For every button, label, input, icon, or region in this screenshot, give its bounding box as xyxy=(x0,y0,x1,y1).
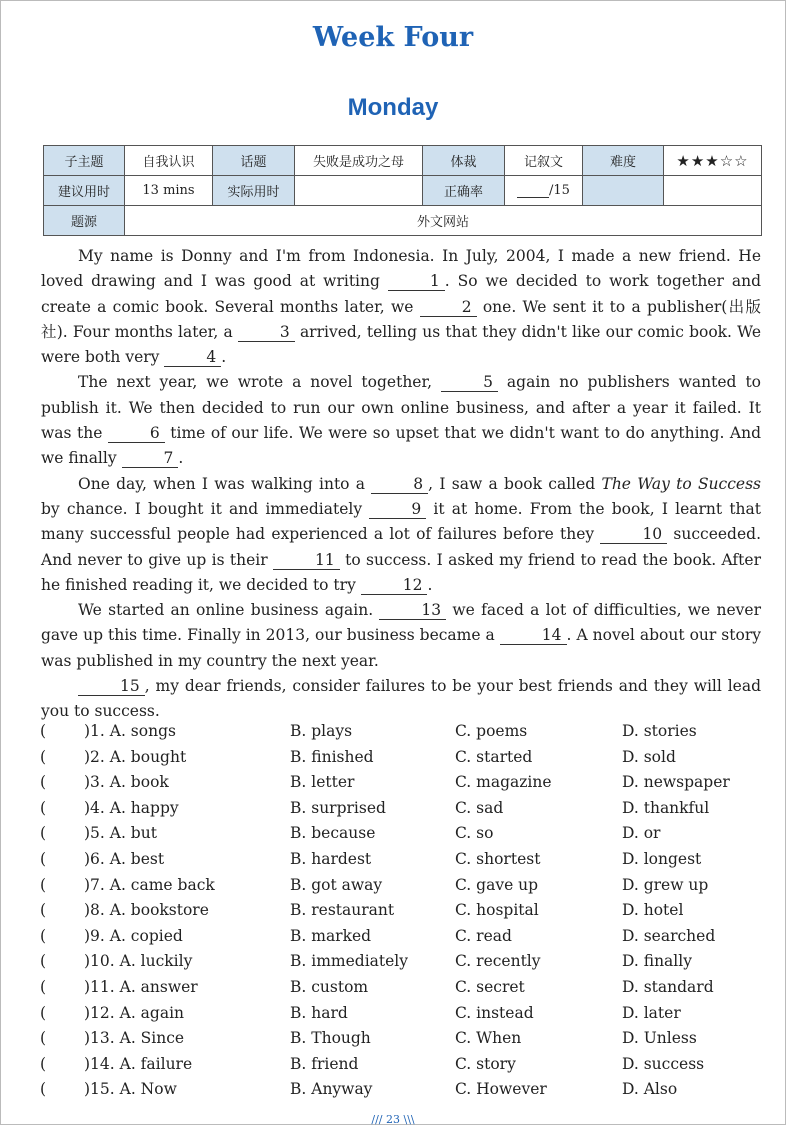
option-c[interactable]: C. story xyxy=(455,1054,516,1073)
paragraph-1 xyxy=(41,244,761,370)
info-row-time xyxy=(44,176,762,206)
question-row xyxy=(40,1080,770,1106)
paragraph-4 xyxy=(41,598,761,674)
option-c[interactable]: C. read xyxy=(455,926,512,945)
answer-bracket[interactable]: ( xyxy=(40,1054,47,1073)
answer-bracket[interactable]: ( xyxy=(40,977,47,996)
question-number-option-a[interactable]: )15. A. Now xyxy=(84,1080,177,1099)
question-row xyxy=(40,901,770,927)
option-d[interactable]: D. or xyxy=(622,824,661,843)
question-row xyxy=(40,1004,770,1030)
option-d[interactable]: D. longest xyxy=(622,849,702,868)
option-d[interactable]: D. later xyxy=(622,1003,681,1022)
answer-bracket[interactable]: ( xyxy=(40,1003,47,1022)
option-b[interactable]: B. surprised xyxy=(290,798,386,817)
text: arrived, telling us that they didn't like our comic book. We were both very xyxy=(41,322,761,367)
question-row xyxy=(40,773,770,799)
option-d[interactable]: D. success xyxy=(622,1054,705,1073)
option-c[interactable]: C. sad xyxy=(455,798,504,817)
value-actual-time[interactable] xyxy=(295,176,423,206)
answer-bracket[interactable]: ( xyxy=(40,747,47,766)
blank-2[interactable]: 2 xyxy=(420,299,477,317)
blank-3[interactable]: 3 xyxy=(238,324,295,342)
answer-bracket[interactable]: ( xyxy=(40,773,47,792)
text: , my dear friends, consider failures to be your best friends and they will lead you to success. xyxy=(41,677,761,721)
text: succeeded. And never to give up is their xyxy=(41,525,761,569)
option-b[interactable]: B. Though xyxy=(290,1029,371,1048)
blank-1[interactable]: 1 xyxy=(388,273,445,291)
text: by chance. I bought it and immediately xyxy=(41,499,370,518)
passage xyxy=(41,244,761,725)
blank-5[interactable]: 5 xyxy=(441,374,498,392)
question-row xyxy=(40,748,770,774)
blank-13[interactable]: 13 xyxy=(379,602,446,620)
page-number: /// 23 \\\ xyxy=(371,1113,415,1126)
text: . A novel about our story was published in my country the next year. xyxy=(41,626,761,670)
text: one. We sent it to a publisher(出版社). Four months later, a xyxy=(41,297,761,341)
option-d[interactable]: D. sold xyxy=(622,747,676,766)
option-b[interactable]: B. marked xyxy=(290,926,372,945)
info-row-source xyxy=(44,206,762,236)
label-subtopic: 子主题 xyxy=(44,146,125,176)
question-number-option-a[interactable]: )6. A. best xyxy=(84,849,165,868)
option-c[interactable]: C. However xyxy=(455,1080,547,1099)
value-topic: 失败是成功之母 xyxy=(295,146,423,176)
question-number-option-a[interactable]: )14. A. failure xyxy=(84,1054,193,1073)
option-b[interactable]: B. hardest xyxy=(290,849,372,868)
text: to success. I asked my friend to read the book. After he finished reading it, we decided to try xyxy=(41,550,761,594)
question-number-option-a[interactable]: )9. A. copied xyxy=(84,926,183,945)
option-c[interactable]: C. poems xyxy=(455,722,528,740)
question-number-option-a[interactable]: )7. A. came back xyxy=(84,875,215,894)
option-c[interactable]: C. When xyxy=(455,1029,522,1048)
answer-bracket[interactable]: ( xyxy=(40,722,47,740)
option-c[interactable]: C. magazine xyxy=(455,773,552,792)
text: The next year, we wrote a novel together, xyxy=(78,373,442,392)
option-b[interactable]: B. Anyway xyxy=(290,1080,373,1099)
option-b[interactable]: B. got away xyxy=(290,875,383,894)
option-d[interactable]: D. stories xyxy=(622,722,697,740)
value-subtopic: 自我认识 xyxy=(125,146,213,176)
question-row xyxy=(40,952,770,978)
blank-4[interactable]: 4 xyxy=(164,349,221,367)
day-subtitle: Monday xyxy=(347,94,439,121)
value-genre: 记叙文 xyxy=(505,146,583,176)
option-d[interactable]: D. hotel xyxy=(622,901,684,920)
option-b[interactable]: B. finished xyxy=(290,747,374,766)
option-c[interactable]: C. shortest xyxy=(455,849,541,868)
info-table xyxy=(43,145,762,236)
answer-bracket[interactable]: ( xyxy=(40,926,47,945)
question-list xyxy=(40,722,770,1106)
blank-9[interactable]: 9 xyxy=(369,501,426,519)
label-topic: 话题 xyxy=(213,146,295,176)
option-c[interactable]: C. instead xyxy=(455,1003,534,1022)
answer-bracket[interactable]: ( xyxy=(40,798,47,817)
empty-cell-a xyxy=(583,176,664,206)
option-b[interactable]: B. plays xyxy=(290,722,353,740)
option-d[interactable]: D. Unless xyxy=(622,1029,697,1048)
score-total: /15 xyxy=(549,183,570,198)
answer-bracket[interactable]: ( xyxy=(40,1029,47,1048)
option-b[interactable]: B. restaurant xyxy=(290,901,395,920)
score-blank[interactable] xyxy=(517,183,549,198)
question-number-option-a[interactable]: )1. A. songs xyxy=(84,722,176,740)
question-row xyxy=(40,927,770,953)
question-row xyxy=(40,722,770,748)
option-d[interactable]: D. newspaper xyxy=(622,773,730,792)
question-row xyxy=(40,876,770,902)
option-b[interactable]: B. letter xyxy=(290,773,355,792)
question-number-option-a[interactable]: )8. A. bookstore xyxy=(84,901,209,920)
paragraph-3 xyxy=(41,472,761,598)
label-genre: 体裁 xyxy=(423,146,505,176)
question-number-option-a[interactable]: )2. A. bought xyxy=(84,747,187,766)
text: again no publishers wanted to publish it. We then decided to run our own online business, and after a year it failed. It was the xyxy=(41,373,761,443)
label-actual-time: 实际用时 xyxy=(213,176,295,206)
page-title: Week Four xyxy=(312,22,474,53)
option-c[interactable]: C. hospital xyxy=(455,901,539,920)
value-source: 外文网站 xyxy=(125,206,762,236)
blank-15[interactable]: 15 xyxy=(78,678,145,696)
value-accuracy[interactable] xyxy=(505,176,583,206)
answer-bracket[interactable]: ( xyxy=(40,875,47,894)
option-d[interactable]: D. searched xyxy=(622,926,716,945)
option-c[interactable]: C. gave up xyxy=(455,875,539,894)
text: , I saw a book called xyxy=(428,474,602,493)
answer-bracket[interactable]: ( xyxy=(40,952,47,971)
option-b[interactable]: B. friend xyxy=(290,1054,359,1073)
paragraph-5 xyxy=(41,674,761,725)
question-row xyxy=(40,824,770,850)
option-b[interactable]: B. hard xyxy=(290,1003,348,1022)
option-d[interactable]: D. finally xyxy=(622,952,692,971)
value-suggested-time: 13 mins xyxy=(125,176,213,206)
blank-11[interactable]: 11 xyxy=(273,552,340,570)
answer-bracket[interactable]: ( xyxy=(40,901,47,920)
question-number-option-a[interactable]: )12. A. again xyxy=(84,1003,185,1022)
blank-12[interactable]: 12 xyxy=(361,577,428,595)
option-b[interactable]: B. custom xyxy=(290,977,369,996)
label-accuracy: 正确率 xyxy=(423,176,505,206)
option-d[interactable]: D. thankful xyxy=(622,798,710,817)
question-row xyxy=(40,1055,770,1081)
book-title: The Way to Success xyxy=(601,474,761,493)
text: My name is Donny and I'm from Indonesia. In July, 2004, I made a new friend. He loved drawing and I was good at writing xyxy=(41,247,761,291)
question-number-option-a[interactable]: )11. A. answer xyxy=(84,977,198,996)
text: . xyxy=(221,348,227,367)
blank-8[interactable]: 8 xyxy=(371,476,428,494)
answer-bracket[interactable]: ( xyxy=(40,1080,47,1099)
text: . xyxy=(178,449,184,468)
option-c[interactable]: C. so xyxy=(455,824,494,843)
question-number-option-a[interactable]: )3. A. book xyxy=(84,773,169,792)
question-row xyxy=(40,978,770,1004)
text: it at home. From the book, I learnt that many successful people had experienced a lot of failures before they xyxy=(41,499,762,544)
difficulty-stars: ★★★☆☆ xyxy=(664,146,762,176)
question-row xyxy=(40,799,770,825)
empty-cell-b xyxy=(664,176,762,206)
label-source: 题源 xyxy=(44,206,125,236)
blank-6[interactable]: 6 xyxy=(108,425,165,443)
option-c[interactable]: C. secret xyxy=(455,977,525,996)
text: . So we decided to work together and create a comic book. Several months later, we xyxy=(41,272,761,316)
question-number-option-a[interactable]: )13. A. Since xyxy=(84,1029,185,1048)
label-suggested-time: 建议用时 xyxy=(44,176,125,206)
option-d[interactable]: D. standard xyxy=(622,977,714,996)
answer-bracket[interactable]: ( xyxy=(40,849,47,868)
text: time of our life. We were so upset that we didn't want to do anything. And we finally xyxy=(41,424,761,468)
option-c[interactable]: C. started xyxy=(455,747,533,766)
option-b[interactable]: B. because xyxy=(290,824,376,843)
blank-14[interactable]: 14 xyxy=(500,627,567,645)
question-number-option-a[interactable]: )4. A. happy xyxy=(84,798,179,817)
option-d[interactable]: D. grew up xyxy=(622,875,709,894)
question-number-option-a[interactable]: )10. A. luckily xyxy=(84,952,193,971)
text: . xyxy=(427,575,433,594)
label-difficulty: 难度 xyxy=(583,146,664,176)
question-row xyxy=(40,1029,770,1055)
blank-7[interactable]: 7 xyxy=(122,450,179,468)
info-row-topic xyxy=(44,146,762,176)
question-number-option-a[interactable]: )5. A. but xyxy=(84,824,157,843)
option-c[interactable]: C. recently xyxy=(455,952,541,971)
text: One day, when I was walking into a xyxy=(78,474,372,493)
option-d[interactable]: D. Also xyxy=(622,1080,678,1099)
blank-10[interactable]: 10 xyxy=(600,526,667,544)
text: we faced a lot of difficulties, we never gave up this time. Finally in 2013, our business became a xyxy=(41,601,761,645)
text: We started an online business again. xyxy=(78,601,380,620)
paragraph-2 xyxy=(41,370,761,471)
question-row xyxy=(40,850,770,876)
option-b[interactable]: B. immediately xyxy=(290,952,409,971)
answer-bracket[interactable]: ( xyxy=(40,824,47,843)
